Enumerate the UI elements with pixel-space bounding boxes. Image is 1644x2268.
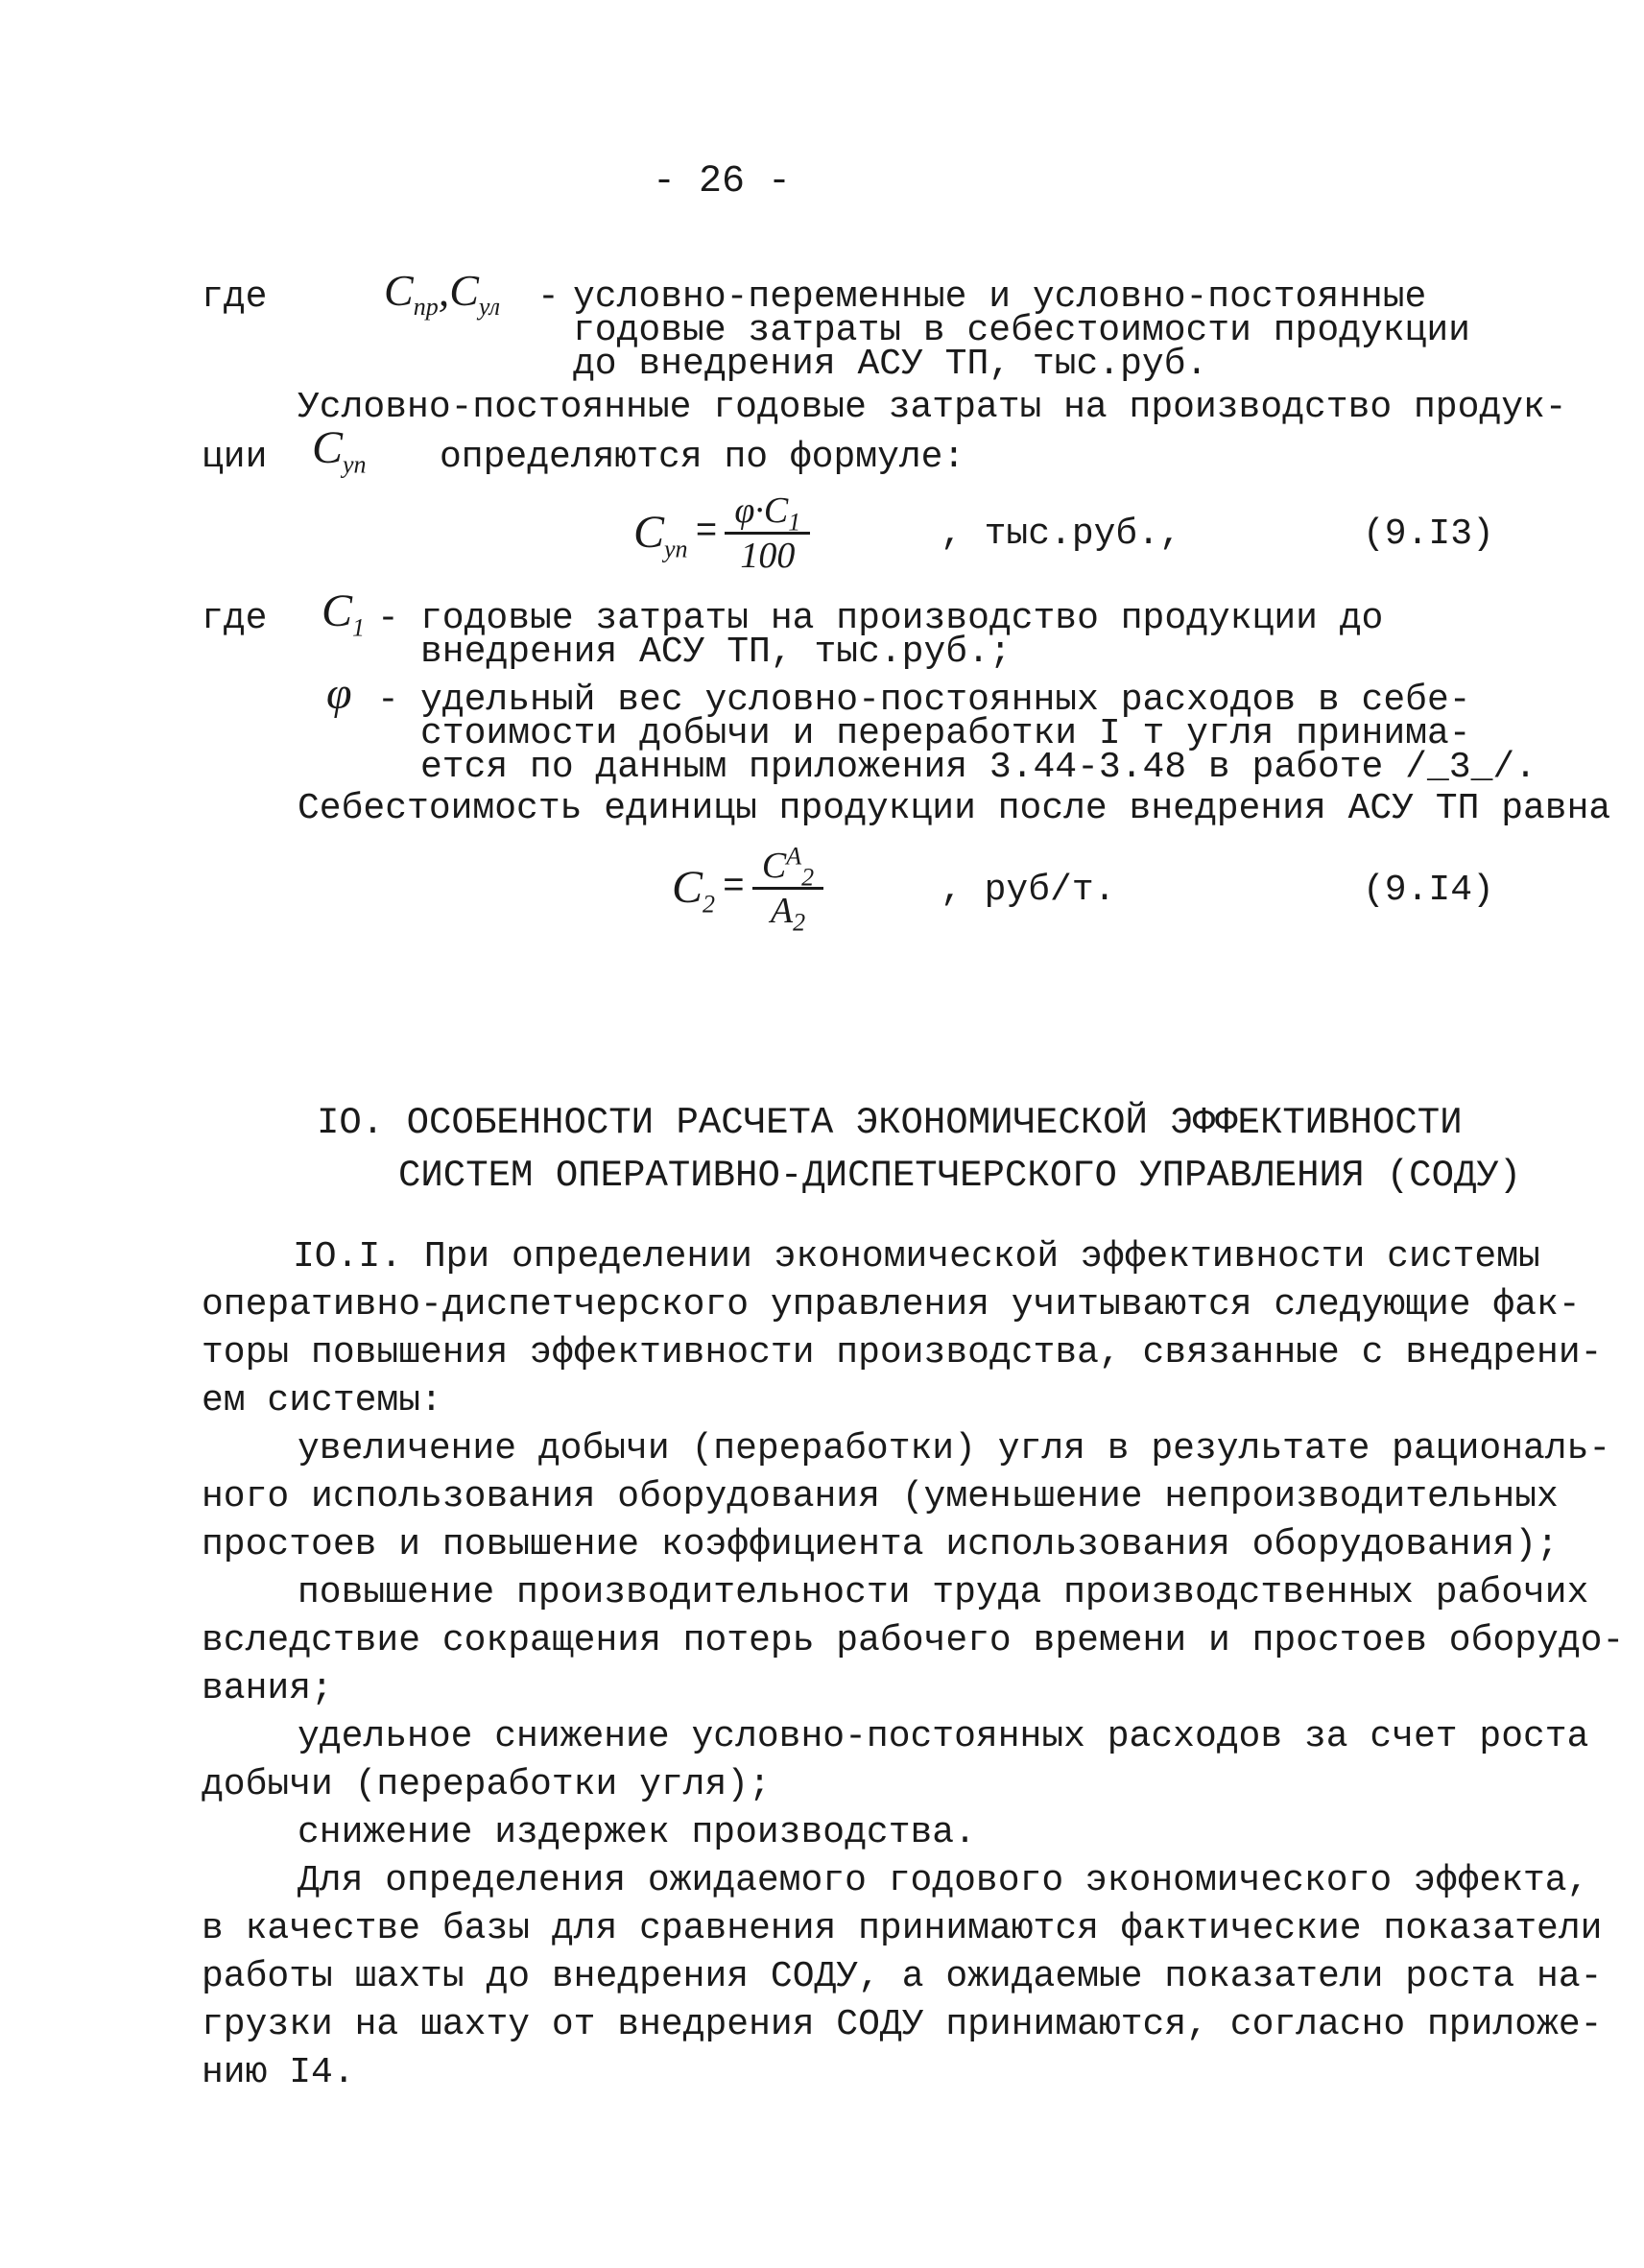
paragraph-line: работы шахты до внедрения СОДУ, а ожидаемые показатели роста на- — [202, 1956, 1603, 1997]
paragraph-line: ем системы: — [202, 1380, 442, 1421]
defs1-dash: - — [537, 276, 560, 318]
paragraph-10-1 — [202, 1233, 1603, 1425]
paragraph-line: вследствие сокращения потерь рабочего времени и простоев оборудо- — [202, 1620, 1625, 1661]
paragraph-line: нию I4. — [202, 2052, 355, 2093]
formula-9-13-label: (9.I3) — [1363, 513, 1494, 555]
paragraph-line: торы повышения эффективности производства, связанные с внедрени- — [202, 1332, 1603, 1373]
paragraph-line: простоев и повышение коэффициента использования оборудования); — [202, 1524, 1559, 1565]
formula-9-14-unit: , руб/т. — [941, 870, 1116, 911]
paragraph-factor-3 — [202, 1713, 1589, 1809]
defs2-c1-line-1: годовые затраты на производство продукции до — [420, 598, 1384, 639]
intro1-line-2-pre: ции — [202, 437, 268, 478]
formula-9-14-lhs: $C_2$ — [672, 862, 716, 919]
symbol-phi: φ — [326, 668, 352, 719]
formula-9-14-fraction: $\frac{C^A_2}{A_2}$ — [752, 845, 823, 932]
intro2: Себестоимость единицы продукции после внедрения АСУ ТП равна — [298, 788, 1611, 829]
defs1-line-3: до внедрения АСУ ТП, тыс.руб. — [573, 344, 1208, 385]
defs2-c1-line-2: внедрения АСУ ТП, тыс.руб.; — [420, 632, 1012, 673]
paragraph-line: IO.I. При определении экономической эффективности системы — [293, 1236, 1540, 1277]
formula-9-14-label: (9.I4) — [1363, 870, 1494, 911]
paragraph-factor-4 — [202, 1809, 1478, 1857]
paragraph-line: удельное снижение условно-постоянных расходов за счет роста — [298, 1716, 1589, 1757]
defs2-phi-dash: - — [377, 680, 399, 721]
paragraph-factor-1 — [202, 1425, 1611, 1569]
intro1-line-2-post: определяются по формуле: — [440, 437, 965, 478]
paragraph-line: повышение производительности труда производственных рабочих — [298, 1572, 1589, 1613]
defs1-line-2: годовые затраты в себестоимости продукции — [573, 310, 1470, 351]
paragraph-line: оперативно-диспетчерского управления учитываются следующие фак- — [202, 1284, 1581, 1325]
intro1-line-1: Условно-постоянные годовые затраты на производство продук- — [298, 387, 1567, 428]
formula-9-13-eq: = — [695, 512, 718, 553]
defs1-line-1: условно-переменные и условно-постоянные — [573, 276, 1427, 318]
formula-9-14-eq: = — [723, 867, 745, 908]
formula-9-14 — [672, 835, 823, 941]
where-label-2: где — [202, 598, 268, 639]
defs2-phi-line-3: ется по данным приложения 3.44-3.48 в работе /_3_/. — [420, 747, 1537, 788]
paragraph-expected-effect — [202, 1857, 1603, 2097]
defs2-phi-line-2: стоимости добычи и переработки I т угля принима- — [420, 713, 1471, 754]
symbol-c1: $C_1$ — [322, 585, 366, 642]
paragraph-line: грузки на шахту от внедрения СОДУ принимаются, согласно приложе- — [202, 2004, 1603, 2045]
formula-9-13-unit: , тыс.руб., — [941, 513, 1181, 555]
defs2-c1-dash: - — [377, 598, 399, 639]
page-number: - 26 - — [653, 160, 792, 203]
paragraph-line: в качестве базы для сравнения принимаются фактические показатели — [202, 1908, 1603, 1949]
paragraph-line: добычи (переработки угля); — [202, 1764, 771, 1805]
symbol-cpr-cul: $C_{пр},C_{ул}$ — [384, 266, 501, 322]
paragraph-factor-2 — [202, 1569, 1625, 1713]
section-heading-line-1: IO. ОСОБЕННОСТИ РАСЧЕТА ЭКОНОМИЧЕСКОЙ ЭФФЕКТИВНОСТИ — [317, 1102, 1463, 1144]
formula-9-13-lhs: $C_{уп}$ — [633, 507, 688, 563]
paragraph-line: вания; — [202, 1668, 333, 1709]
paragraph-line: Для определения ожидаемого годового экономического эффекта, — [298, 1860, 1589, 1901]
section-heading-line-2: СИСТЕМ ОПЕРАТИВНО-ДИСПЕТЧЕРСКОГО УПРАВЛЕНИЯ (СОДУ) — [398, 1155, 1522, 1197]
formula-9-13-fraction: $\frac{\varphi\cdot C_1}{100}$ — [725, 489, 810, 577]
paragraph-line: увеличение добычи (переработки) угля в результате рациональ- — [298, 1428, 1611, 1469]
where-label-1: где — [202, 276, 268, 318]
defs2-phi-line-1: удельный вес условно-постоянных расходов в себе- — [420, 680, 1471, 721]
paragraph-line: ного использования оборудования (уменьшение непроизводительных — [202, 1476, 1559, 1517]
paragraph-line: снижение издержек производства. — [298, 1812, 976, 1853]
symbol-cup: $C_{уп}$ — [312, 422, 367, 479]
formula-9-13 — [633, 485, 810, 581]
